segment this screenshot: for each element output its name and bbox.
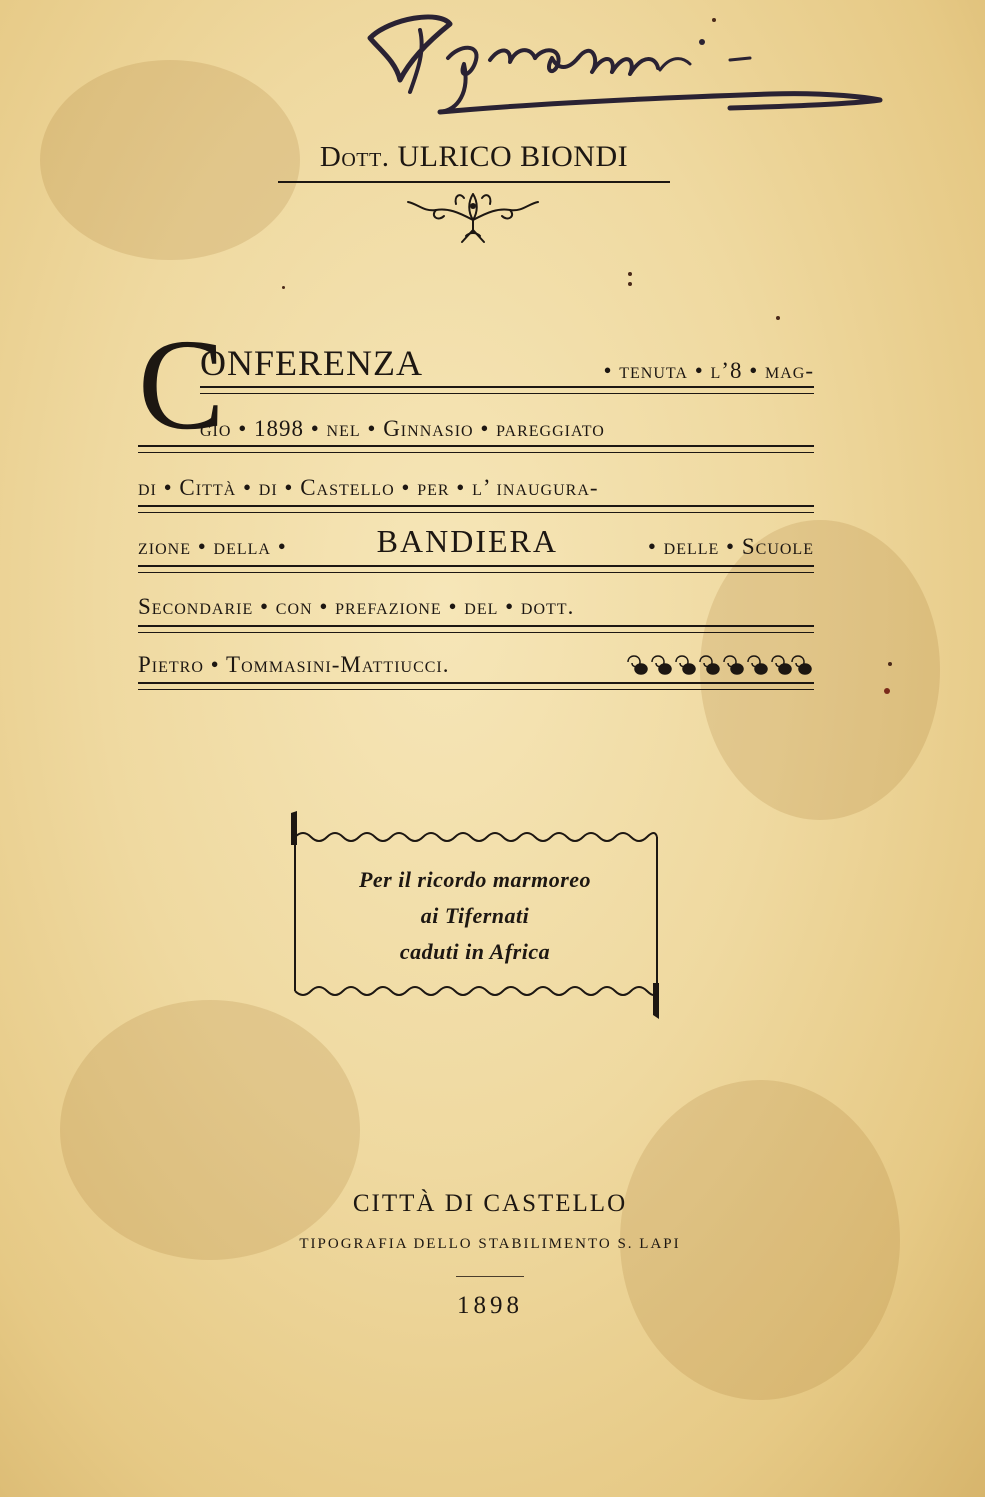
title-line-2-text: gio • 1898 • nel • Ginnasio • pareggiato xyxy=(200,416,605,441)
imprint-divider xyxy=(456,1276,524,1277)
title-line-4-pre: zione • della • xyxy=(138,534,287,559)
line-rule xyxy=(138,682,814,690)
title-line-4 xyxy=(138,516,814,560)
paper-stain xyxy=(60,1000,360,1260)
title-line-4-big: BANDIERA xyxy=(376,523,558,559)
title-line-1-lead: ONFERENZA xyxy=(200,343,423,383)
line-rule xyxy=(138,505,814,513)
author-name: ULRICO BIONDI xyxy=(397,140,629,173)
title-line-1-rest: • tenuta • l’8 • mag- xyxy=(603,358,814,383)
author-underline xyxy=(278,181,670,183)
ink-spot xyxy=(282,286,285,289)
ink-spot xyxy=(776,316,780,320)
title-line-4-post: • delle • Scuole xyxy=(647,534,814,559)
line-rule xyxy=(138,445,814,453)
title-line-1 xyxy=(200,340,814,384)
dedication-line-2: ai Tifernati xyxy=(420,903,530,928)
ink-spot xyxy=(628,272,632,276)
title-block xyxy=(138,313,814,690)
title-line-3-text: di • Città • di • Castello • per • l’ inaugura- xyxy=(138,475,599,500)
ink-spot xyxy=(888,662,892,666)
imprint-year: 1898 xyxy=(457,1292,523,1319)
title-line-6-text: Pietro • Tommasini-Mattiucci. xyxy=(138,652,450,677)
title-line-2 xyxy=(200,398,814,442)
author-title: Dott. xyxy=(319,141,390,173)
handwritten-signature xyxy=(330,0,890,130)
line-rule xyxy=(200,386,814,394)
ink-spot xyxy=(628,282,632,286)
line-rule xyxy=(138,565,814,573)
title-dropcap: C xyxy=(138,313,225,457)
title-line-3 xyxy=(138,457,814,501)
imprint-press: TIPOGRAFIA DELLO STABILIMENTO S. LAPI xyxy=(299,1236,681,1252)
title-line-5-text: Secondarie • con • prefazione • del • dott. xyxy=(138,594,575,619)
title-line-5 xyxy=(138,576,814,620)
line-rule xyxy=(138,625,814,633)
scroll-ornament-icon xyxy=(624,648,814,678)
author-line xyxy=(278,140,670,180)
imprint-city: CITTÀ DI CASTELLO xyxy=(352,1190,628,1217)
ink-spot xyxy=(884,688,890,694)
dedication-line-3: caduti in Africa xyxy=(399,939,551,964)
dedication-text xyxy=(300,862,650,970)
paper-stain xyxy=(40,60,300,260)
floral-vignette-icon xyxy=(398,186,548,244)
dedication-line-1: Per il ricordo marmoreo xyxy=(358,867,592,892)
title-line-6 xyxy=(138,634,814,678)
